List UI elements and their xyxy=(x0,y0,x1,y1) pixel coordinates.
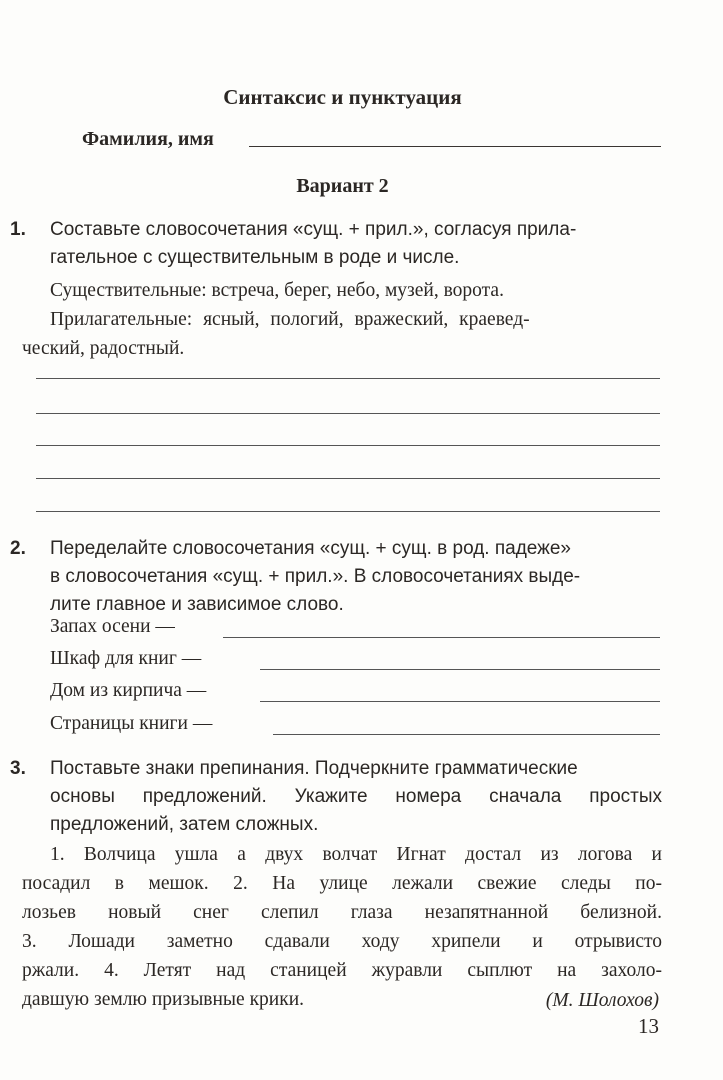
instruction-line: в словосочетания «сущ. + прил.». В словосочетаниях выде- xyxy=(50,566,581,587)
answer-line[interactable] xyxy=(36,511,660,512)
text-line: ржали. 4. Летят над станицей журавли сыплют на захоло- xyxy=(22,960,662,981)
task-2-instruction xyxy=(50,535,662,619)
task-1-instruction xyxy=(50,216,662,272)
task-1-adjectives xyxy=(22,305,662,363)
task-3-instruction xyxy=(50,755,662,839)
task-3-text xyxy=(22,840,662,1014)
instruction-line: Поставьте знаки препинания. Подчеркните грамматические xyxy=(50,758,578,779)
name-field-label: Фамилия, имя xyxy=(82,128,214,150)
instruction-line: лите главное и зависимое слово. xyxy=(50,594,344,615)
text-line: посадил в мешок. 2. На улице лежали свежие следы по- xyxy=(22,873,662,894)
instruction-line: предложений, затем сложных. xyxy=(50,814,319,835)
item-answer-line[interactable] xyxy=(273,734,660,735)
item-answer-line[interactable] xyxy=(260,669,660,670)
task-1-nouns: Существительные: встреча, берег, небо, музей, ворота. xyxy=(50,280,504,301)
page-title: Синтаксис и пунктуация xyxy=(223,85,462,109)
text-line: 1. Волчица ушла а двух волчат Игнат достал из логова и xyxy=(50,844,662,865)
task-1-number: 1. xyxy=(10,219,26,240)
text-line: лозьев новый снег слепил глаза незапятнанной белизной. xyxy=(22,902,662,923)
instruction-line: Переделайте словосочетания «сущ. + сущ. в род. падеже» xyxy=(50,538,571,559)
item-answer-line[interactable] xyxy=(223,637,660,638)
item-label: Страницы книги — xyxy=(50,713,213,734)
item-answer-line[interactable] xyxy=(260,701,660,702)
adjectives-line: ческий, радостный. xyxy=(22,338,185,359)
answer-line[interactable] xyxy=(36,445,660,446)
task-3-number: 3. xyxy=(10,758,26,779)
answer-line[interactable] xyxy=(36,413,660,414)
adjectives-line: Прилагательные: ясный, пологий, вражеский, краевед- xyxy=(50,309,530,330)
answer-line[interactable] xyxy=(36,378,660,379)
instruction-line: гательное с существительным в роде и числе. xyxy=(50,247,460,268)
item-label: Шкаф для книг — xyxy=(50,648,202,669)
variant-heading: Вариант 2 xyxy=(296,175,389,197)
task-2-number: 2. xyxy=(10,538,26,559)
item-label: Запах осени — xyxy=(50,616,175,637)
name-field-line[interactable] xyxy=(249,146,661,147)
text-line: давшую землю призывные крики. xyxy=(22,989,305,1010)
item-label: Дом из кирпича — xyxy=(50,680,207,701)
page-number: 13 xyxy=(638,1014,659,1038)
instruction-line: основы предложений. Укажите номера сначала простых xyxy=(50,786,662,807)
text-line: 3. Лошади заметно сдавали ходу хрипели и отрывисто xyxy=(22,931,662,952)
answer-line[interactable] xyxy=(36,478,660,479)
attribution: (М. Шолохов) xyxy=(545,990,659,1011)
instruction-line: Составьте словосочетания «сущ. + прил.», согласуя прила- xyxy=(50,219,577,240)
